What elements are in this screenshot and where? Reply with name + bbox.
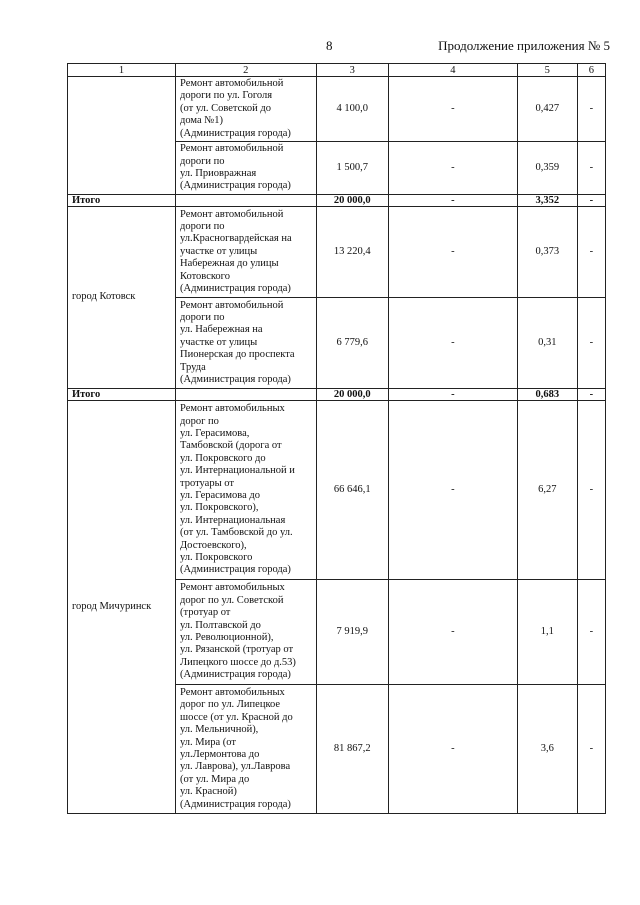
amount-cell: 1 500,7 xyxy=(316,142,388,195)
total-col6: - xyxy=(577,195,605,207)
col4-cell: - xyxy=(388,142,517,195)
column-header-6: 6 xyxy=(577,64,605,77)
amount-cell: 66 646,1 xyxy=(316,401,388,580)
length-cell: 0,31 xyxy=(517,298,577,389)
col4-cell: - xyxy=(388,401,517,580)
total-amount: 20 000,0 xyxy=(316,389,388,401)
total-empty xyxy=(176,389,317,401)
column-header-5: 5 xyxy=(517,64,577,77)
column-header-1: 1 xyxy=(68,64,176,77)
col6-cell: - xyxy=(577,580,605,685)
total-col6: - xyxy=(577,389,605,401)
total-row xyxy=(68,389,606,401)
appendix-continuation: Продолжение приложения № 5 xyxy=(438,38,610,53)
table-row xyxy=(68,401,606,580)
length-cell: 6,27 xyxy=(517,401,577,580)
length-cell: 0,427 xyxy=(517,77,577,142)
region-cell: город Мичуринск xyxy=(68,401,176,814)
total-col4: - xyxy=(388,195,517,207)
roads-table xyxy=(67,63,606,814)
amount-cell: 81 867,2 xyxy=(316,685,388,814)
col6-cell: - xyxy=(577,685,605,814)
work-description: Ремонт автомобильной дороги по ул. Набережная на участке от улицы Пионерская до проспекта Труда (Администрация города) xyxy=(176,298,317,389)
column-header-3: 3 xyxy=(316,64,388,77)
region-cell: город Котовск xyxy=(68,207,176,389)
work-description: Ремонт автомобильной дороги по ул. Приовражная (Администрация города) xyxy=(176,142,317,195)
col6-cell: - xyxy=(577,142,605,195)
work-description: Ремонт автомобильных дорог по ул. Липецкое шоссе (от ул. Красной до ул. Мельничной), ул. Мира (от ул.Лермонтова до ул. Лаврова), ул.Лаврова (от ул. Мира до ул. Красной) (Администрация города) xyxy=(176,685,317,814)
length-cell: 1,1 xyxy=(517,580,577,685)
col4-cell: - xyxy=(388,298,517,389)
col6-cell: - xyxy=(577,207,605,298)
work-description: Ремонт автомобильной дороги по ул.Красногвардейская на участке от улицы Набережная до улицы Котовского (Администрация города) xyxy=(176,207,317,298)
length-cell: 0,359 xyxy=(517,142,577,195)
table-row xyxy=(68,77,606,142)
total-empty xyxy=(176,195,317,207)
col4-cell: - xyxy=(388,207,517,298)
total-col4: - xyxy=(388,389,517,401)
column-header-2: 2 xyxy=(176,64,317,77)
col4-cell: - xyxy=(388,580,517,685)
length-cell: 0,373 xyxy=(517,207,577,298)
amount-cell: 4 100,0 xyxy=(316,77,388,142)
col4-cell: - xyxy=(388,77,517,142)
total-row xyxy=(68,195,606,207)
work-description: Ремонт автомобильных дорог по ул. Герасимова, Тамбовской (дорога от ул. Покровского до ул. Интернациональной и тротуары от ул. Герасимова до ул. Покровского), ул. Интернациональная (от ул. Тамбовской до ул. Достоевского), ул. Покровского (Администрация города) xyxy=(176,401,317,580)
amount-cell: 7 919,9 xyxy=(316,580,388,685)
total-label: Итого xyxy=(68,195,176,207)
total-length: 3,352 xyxy=(517,195,577,207)
col6-cell: - xyxy=(577,401,605,580)
column-header-4: 4 xyxy=(388,64,517,77)
region-cell xyxy=(68,77,176,195)
total-label: Итого xyxy=(68,389,176,401)
total-amount: 20 000,0 xyxy=(316,195,388,207)
col6-cell: - xyxy=(577,77,605,142)
col6-cell: - xyxy=(577,298,605,389)
amount-cell: 13 220,4 xyxy=(316,207,388,298)
header-row xyxy=(68,64,606,77)
amount-cell: 6 779,6 xyxy=(316,298,388,389)
page-number: 8 xyxy=(326,38,333,53)
work-description: Ремонт автомобильных дорог по ул. Советской (тротуар от ул. Полтавской до ул. Революционной), ул. Рязанской (тротуар от Липецкого шоссе до д.53) (Администрация города) xyxy=(176,580,317,685)
total-length: 0,683 xyxy=(517,389,577,401)
work-description: Ремонт автомобильной дороги по ул. Гоголя (от ул. Советской до дома №1) (Администрация города) xyxy=(176,77,317,142)
table-row xyxy=(68,207,606,298)
col4-cell: - xyxy=(388,685,517,814)
length-cell: 3,6 xyxy=(517,685,577,814)
